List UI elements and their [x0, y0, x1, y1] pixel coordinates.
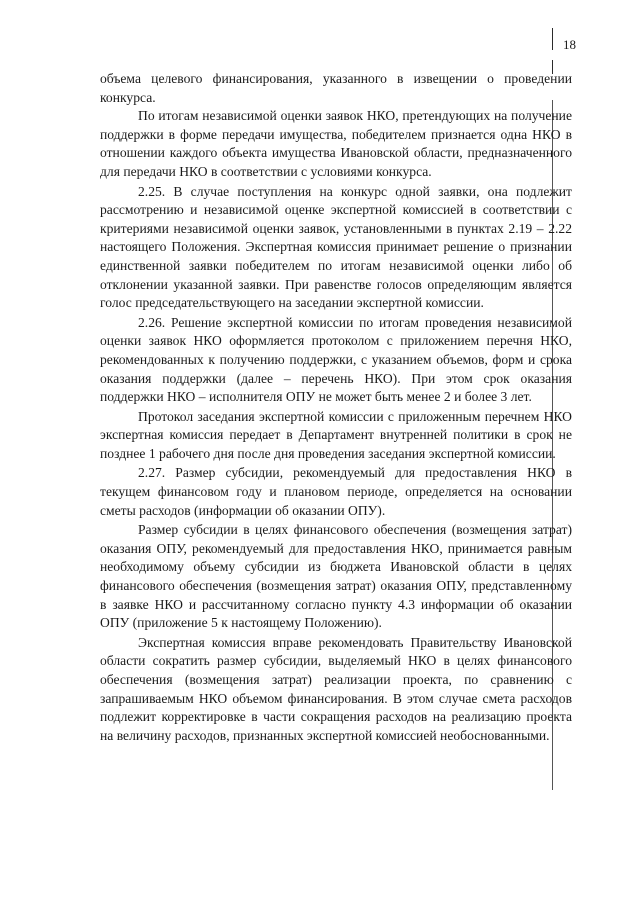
paragraph-2-25: 2.25. В случае поступления на конкурс одной заявки, она подлежит рассмотрению и независимой оценке экспертной комиссией в соответствии с критериями независимой оценки заявок, установленными в пунктах 2.19 – 2.22 настоящего Положения. Экспертная комиссия принимает решение о признании единственной заявки победителем по итогам независимой оценки либо об отклонении указанной заявки. При равенстве голосов определяющим является голос председательствующего на заседании экспертной комиссии.: [100, 183, 572, 311]
paragraph-property-winner: По итогам независимой оценки заявок НКО, претендующих на получение поддержки в форме передачи имущества, победителем признается одна НКО в отношении каждого объекта имущества Ивановской области, предназначенного для передачи НКО в соответствии с условиями конкурса.: [100, 108, 572, 179]
scan-artifact-line: [552, 28, 553, 50]
paragraph-2-27: 2.27. Размер субсидии, рекомендуемый для предоставления НКО в текущем финансовом году и плановом периоде, определяется на основании сметы расходов (информации об оказании ОПУ).: [100, 465, 572, 518]
paragraph-commission-right: Экспертная комиссия вправе рекомендовать Правительству Ивановской области сократить размер субсидии, выделяемый НКО в целях финансового обеспечения (возмещения затрат) реализации проекта, по сравнению с запрашиваемым НКО объемом финансирования. В этом случае смета расходов подлежит корректировке в части сокращения расходов на реализацию проекта на величину расходов, признанных экспертной комиссией необоснованными.: [100, 634, 572, 743]
paragraph-2-26: 2.26. Решение экспертной комиссии по итогам проведения независимой оценки заявок НКО оформляется протоколом с приложением перечня НКО, рекомендованных к получению поддержки, с указанием объемов, форм и срока оказания поддержки (далее – перечень НКО). При этом срок оказания поддержки НКО – исполнителя ОПУ не может быть менее 2 и более 3 лет.: [100, 314, 572, 405]
paragraph-protocol: Протокол заседания экспертной комиссии с приложенным перечнем НКО экспертная комиссия передает в Департамент внутренней политики в срок не позднее 1 рабочего дня после дня проведения заседания экспертной комиссии.: [100, 408, 572, 461]
document-body: [100, 70, 572, 745]
paragraph-subsidy-size: Размер субсидии в целях финансового обеспечения (возмещения затрат) оказания ОПУ, рекомендуемый для предоставления НКО, принимается равным необходимому объему субсидии из бюджета Ивановской области в целях финансового обеспечения (возмещения затрат) оказания ОПУ, представленному в заявке НКО и рассчитанному согласно пункту 4.3 информации об оказании ОПУ (приложение 5 к настоящему Положению).: [100, 522, 572, 631]
paragraph-continuation: объема целевого финансирования, указанного в извещении о проведении конкурса.: [100, 71, 572, 105]
page-number: 18: [563, 37, 576, 52]
